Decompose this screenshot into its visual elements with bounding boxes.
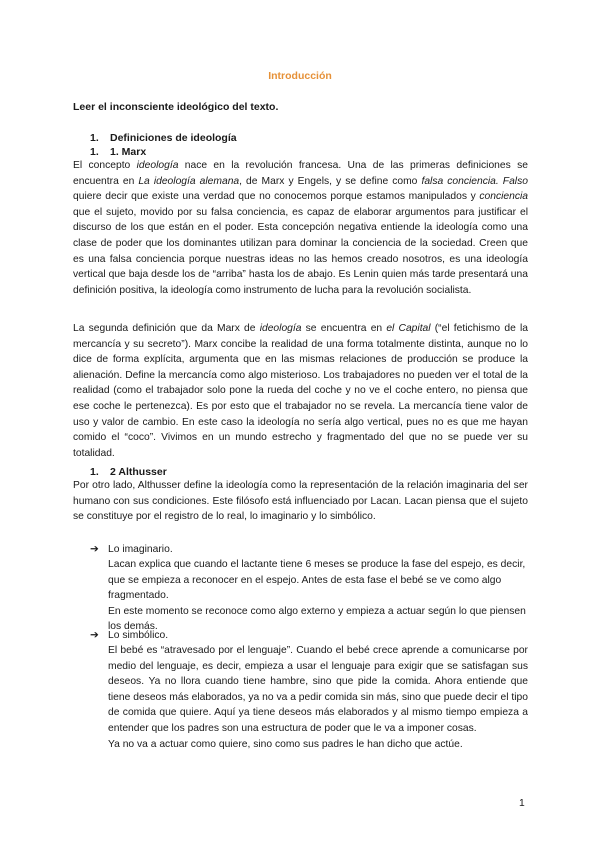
bullet-label: Lo simbólico. (108, 630, 169, 641)
paragraph-marx-2 (73, 321, 528, 461)
italic-run: falsa conciencia. Falso (421, 175, 528, 187)
heading-number: 1. (90, 132, 99, 144)
arrow-icon: ➔ (90, 630, 99, 641)
italic-run: ideología (259, 323, 302, 334)
heading-marx (90, 146, 146, 158)
bullet-paragraph: Lacan explica que cuando el lactante tiene 6 meses se produce la fase del espejo, es decir, que se empieza a reconocer en el espejo. Antes de esta fase el bebé se ve como algo fragmentado. (108, 559, 526, 602)
heading-number: 1. (90, 466, 99, 478)
text-run: (“el fetichismo de la mercancía y su secreto”). Marx concibe la realidad de una forma totalmente distinta, aunque no lo dice de forma explícita, argumenta que en las mismas relaciones de producción se produce la alienación. Define la mercancía como algo misterioso. Los trabajadores no pueden ver el total de la realidad (como el trabajador solo pone la rueda del coche y no ve el coche entero, no piensa que ese coche le pertenezca). Es por esto que el trabajador no se revela. La mercancía tiene valor de uso y valor de cambio. En este caso la ideología no sería algo vertical, pues no es que me hayan comido el “coco”. Vivimos en un mundo estrecho y fragmentado del que no se puede ver su totalidad. (73, 323, 528, 459)
bullet-paragraph: Ya no va a actuar como quiere, sino como sus padres le han dicho que actúe. (108, 738, 463, 750)
text-run: , de Marx y Engels, y se define como (239, 175, 422, 187)
bullet-imaginario (90, 542, 173, 558)
italic-run: ideología (136, 160, 179, 171)
bullet-paragraph: En este momento se reconoce como algo externo y empieza a actuar según lo que piensen los demás. (108, 605, 526, 633)
text-run: se encuentra en (301, 323, 387, 334)
arrow-icon: ➔ (90, 544, 99, 555)
italic-run: conciencia (479, 191, 528, 203)
heading-text: 2 Althusser (110, 466, 167, 478)
heading-text: Definiciones de ideología (110, 132, 237, 144)
page-number: 1 (519, 798, 525, 809)
heading-number: 1. (90, 146, 99, 158)
heading-definiciones (90, 132, 237, 144)
paragraph-althusser: Por otro lado, Althusser define la ideología como la representación de la relación imaginaria del ser humano con sus condiciones. Este filósofo está influenciado por Lacan. Lacan piensa que el sujeto se constituye por el registro de lo real, lo imaginario y lo simbólico. (73, 480, 528, 523)
document-title: Introducción (268, 70, 332, 82)
text-run: La segunda definición que da Marx de (73, 323, 260, 334)
italic-run: La ideología alemana (138, 175, 240, 187)
document-subtitle: Leer el inconsciente ideológico del texto. (73, 101, 279, 113)
paragraph-marx-1 (73, 158, 528, 298)
bullet-simbolico-body (108, 643, 528, 752)
bullet-paragraph: El bebé es “atravesado por el lenguaje”. Cuando el bebé crece aprende a comunicarse por medio del lenguaje, es decir, empieza a usar el lenguaje para exigir que se satisfagan sus deseos. Ya no llora cuando tiene hambre, sino que pide la comida. Ahora entiende que tiene deseos más elaborados, ya no va a pedir comida sin más, sino que puede decir el tipo de comida que quiere. Aquí ya tiene deseos más elaborados y al mismo tiempo empieza a entender que los padres son una estructura de poder que le va a imponer cosas. (108, 645, 528, 734)
text-run: que el sujeto, movido por su falsa conciencia, es capaz de elaborar argumentos para justificar el discurso de los que están en el poder. Esta concepción negativa entiende la ideología como una clase de poder que los dominantes utilizan para dominar la conciencia de la sociedad. Creen que es una falsa conciencia porque nuestras ideas no las hemos creado nosotros, es una ideología vertical que baja desde los de “arriba” hasta los de abajo. Es Lenin quien más tarde presentará una definición positiva, la ideología como instrumento de lucha para la revolución socialista. (73, 206, 528, 296)
italic-run: el Capital (386, 323, 431, 334)
text-run: quiere decir que existe una verdad que no conocemos porque estamos manipulados y (73, 191, 480, 203)
text-run: nace en la revolución francesa. Una de las primeras definiciones se encuentra en (73, 160, 528, 187)
heading-text: 1. Marx (110, 146, 147, 158)
text-run: El concepto (73, 160, 137, 171)
bullet-simbolico (90, 628, 168, 644)
heading-althusser (90, 466, 167, 478)
bullet-imaginario-body (108, 557, 528, 635)
bullet-label: Lo imaginario. (108, 544, 173, 555)
